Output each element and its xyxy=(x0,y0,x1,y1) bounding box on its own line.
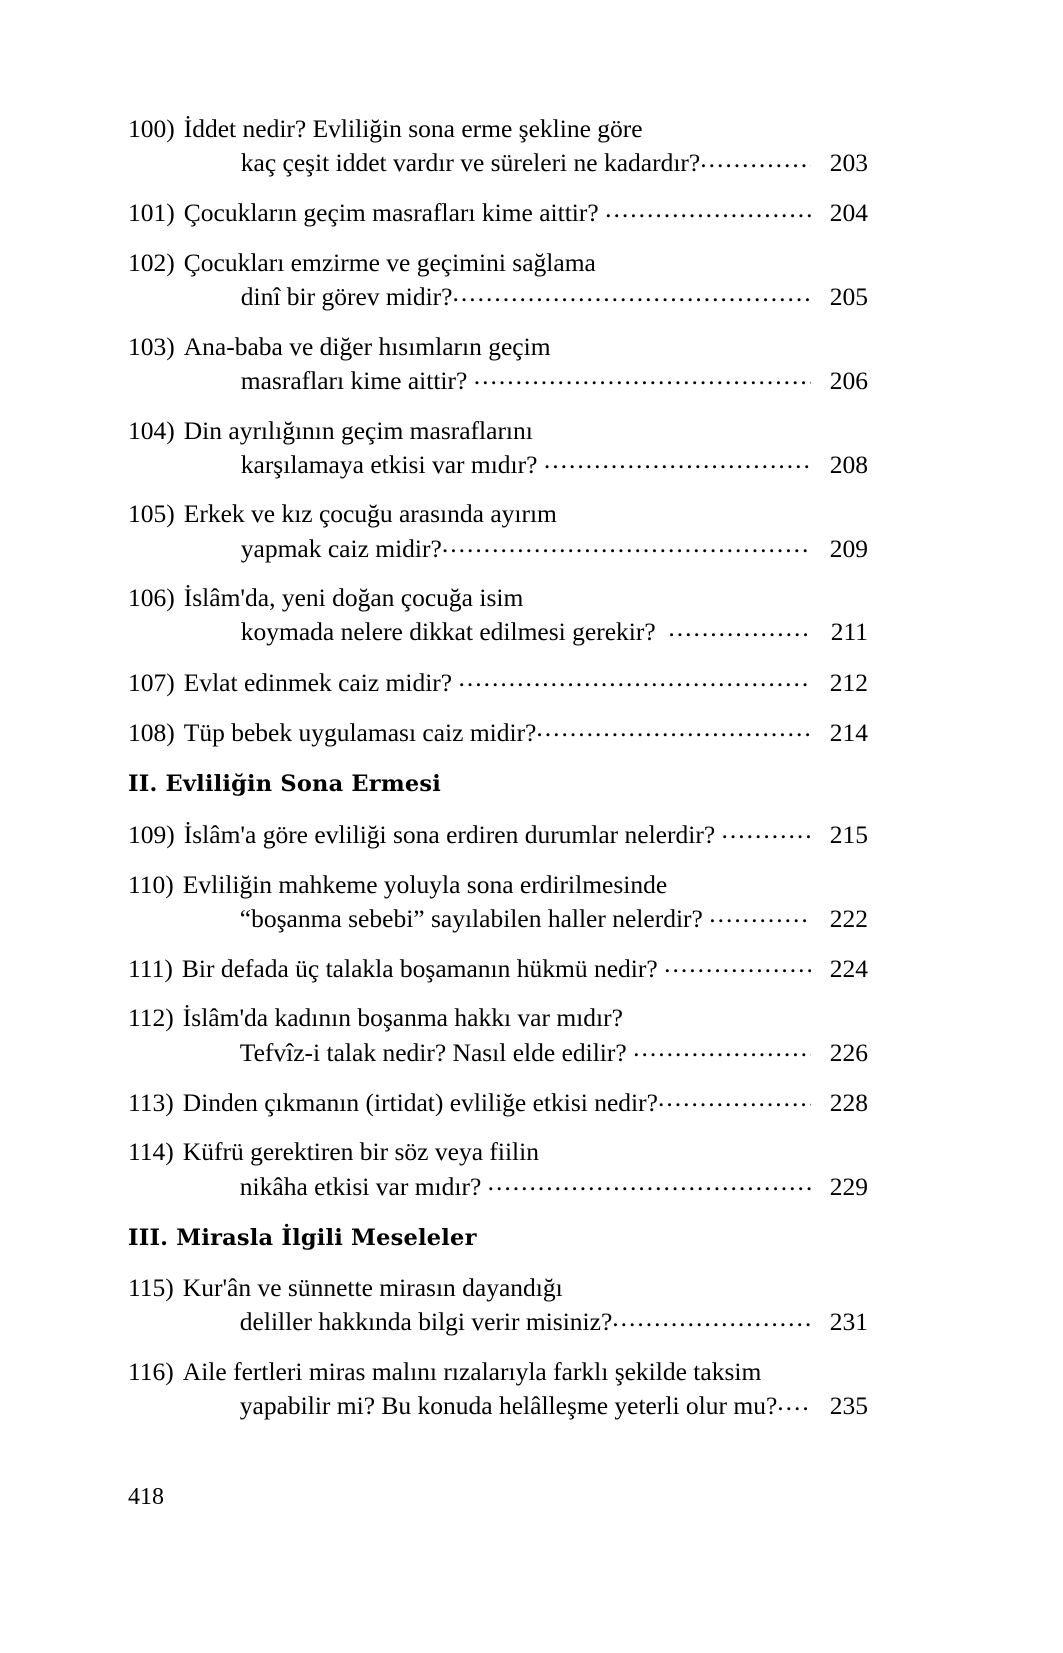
toc-entry-number: 110) xyxy=(128,869,174,899)
toc-page-number: 229 xyxy=(829,1171,868,1201)
toc-entry-number: 111) xyxy=(128,953,173,983)
toc-entry[interactable] xyxy=(128,715,868,749)
toc-entry-title: İslâm'a göre evliliği sona erdiren durumlar nelerdir? xyxy=(183,819,722,849)
toc-entry-cont-line xyxy=(128,1389,868,1423)
toc-dot-leader xyxy=(722,817,811,843)
toc-entry[interactable] xyxy=(128,581,868,649)
toc-page-number: 211 xyxy=(830,617,868,647)
toc-entry-cont-line xyxy=(128,531,868,565)
toc-entry-title: nikâha etkisi var mıdır? xyxy=(239,1171,488,1201)
toc-dot-leader xyxy=(442,531,811,557)
toc-entry-number: 108) xyxy=(128,717,175,747)
toc-entry-title: Evlat edinmek caiz midir? xyxy=(183,667,459,697)
toc-dot-leader xyxy=(658,1085,811,1111)
toc-entry-number: 103) xyxy=(128,331,175,361)
toc-entry-first-line xyxy=(128,1001,868,1035)
toc-list xyxy=(128,112,868,1439)
toc-dot-leader xyxy=(633,1035,811,1061)
toc-page-number: 214 xyxy=(829,717,868,747)
toc-entry[interactable] xyxy=(128,817,868,851)
toc-entry-number: 104) xyxy=(128,415,175,445)
toc-entry-cont-line xyxy=(128,363,868,397)
toc-entry[interactable] xyxy=(128,1085,868,1119)
toc-entry-title: dinî bir görev midir? xyxy=(240,282,453,312)
toc-page-number: 204 xyxy=(829,198,868,228)
toc-entry-number: 116) xyxy=(128,1357,174,1387)
toc-page-number: 224 xyxy=(829,953,868,983)
toc-dot-leader xyxy=(544,447,811,473)
toc-page-number: 206 xyxy=(829,365,868,395)
toc-dot-leader xyxy=(668,615,811,641)
toc-entry[interactable] xyxy=(128,414,868,482)
toc-entry[interactable] xyxy=(128,497,868,565)
toc-entry-cont-line xyxy=(128,146,868,180)
toc-entry-title: Ana-baba ve diğer hısımların geçim xyxy=(183,331,551,361)
toc-page-number: 208 xyxy=(829,449,868,479)
toc-entry-first-line xyxy=(128,414,868,448)
toc-entry-number: 113) xyxy=(128,1087,174,1117)
toc-entry[interactable] xyxy=(128,1355,868,1423)
toc-entry[interactable] xyxy=(128,246,868,314)
toc-entry-first-line xyxy=(128,246,868,280)
toc-entry[interactable] xyxy=(128,951,868,985)
toc-page-number: 231 xyxy=(829,1307,868,1337)
toc-entry-first-line xyxy=(128,1135,868,1169)
toc-entry-number: 106) xyxy=(128,583,175,613)
toc-dot-leader xyxy=(536,715,811,741)
toc-dot-leader xyxy=(458,665,811,691)
toc-entry-title: karşılamaya etkisi var mıdır? xyxy=(240,449,544,479)
toc-dot-leader xyxy=(474,363,811,389)
page-folio-number: 418 xyxy=(128,1484,164,1510)
toc-entry-cont-line xyxy=(128,280,868,314)
toc-entry[interactable] xyxy=(128,1001,868,1069)
toc-entry-first-line xyxy=(128,497,868,531)
toc-entry-first-line xyxy=(128,1355,868,1389)
toc-entry-title: Aile fertleri miras malını rızalarıyla farklı şekilde taksim xyxy=(182,1357,762,1387)
toc-entry[interactable] xyxy=(128,112,868,180)
toc-entry-title: Tüp bebek uygulaması caiz midir? xyxy=(183,717,537,747)
toc-entry[interactable] xyxy=(128,665,868,699)
toc-entry-title: kaç çeşit iddet vardır ve süreleri ne kadardır? xyxy=(240,148,701,178)
toc-entry[interactable] xyxy=(128,330,868,398)
toc-entry-title: Tefvîz-i talak nedir? Nasıl elde edilir? xyxy=(239,1037,634,1067)
toc-entry-title: “boşanma sebebi” sayılabilen haller nelerdir? xyxy=(239,903,710,933)
toc-entry-cont-line xyxy=(128,901,868,935)
toc-entry-title: yapabilir mi? Bu konuda helâlleşme yeterli olur mu? xyxy=(239,1391,778,1421)
toc-entry-title: deliller hakkında bilgi verir misiniz? xyxy=(239,1307,613,1337)
toc-entry-number: 112) xyxy=(128,1003,174,1033)
toc-page-number: 226 xyxy=(829,1037,868,1067)
toc-entry-title: Bir defada üç talakla boşamanın hükmü nedir? xyxy=(181,953,665,983)
toc-entry-first-line xyxy=(128,951,868,985)
toc-entry-number: 102) xyxy=(128,247,175,277)
toc-entry-title: masrafları kime aittir? xyxy=(240,365,474,395)
toc-dot-leader xyxy=(700,146,811,172)
toc-entry-title: Evliliğin mahkeme yoluyla sona erdirilmesinde xyxy=(182,869,668,899)
toc-entry-title: koymada nelere dikkat edilmesi gerekir? xyxy=(240,617,669,647)
toc-entry-title: Kur'ân ve sünnette mirasın dayandığı xyxy=(182,1273,563,1303)
toc-entry-number: 114) xyxy=(128,1137,174,1167)
toc-page-number: 222 xyxy=(829,903,868,933)
toc-entry-first-line xyxy=(128,1085,868,1119)
toc-entry-first-line xyxy=(128,665,868,699)
toc-entry-number: 100) xyxy=(128,114,175,143)
toc-entry[interactable] xyxy=(128,196,868,230)
toc-page-number: 228 xyxy=(829,1087,868,1117)
toc-dot-leader xyxy=(664,951,811,977)
toc-dot-leader xyxy=(453,280,812,306)
toc-entry-title: İslâm'da, yeni doğan çocuğa isim xyxy=(183,583,524,613)
toc-dot-leader xyxy=(777,1389,811,1415)
section-heading: III. Mirasla İlgili Meseleler xyxy=(128,1225,477,1252)
toc-entry[interactable] xyxy=(128,1135,868,1203)
toc-page-number: 209 xyxy=(829,533,868,563)
toc-entry-title: Küfrü gerektiren bir söz veya fiilin xyxy=(182,1137,539,1167)
toc-dot-leader xyxy=(709,901,811,927)
toc-entry-title: yapmak caiz midir? xyxy=(240,533,442,563)
toc-entry[interactable] xyxy=(128,1271,868,1339)
toc-entry-cont-line xyxy=(128,1169,868,1203)
toc-entry-number: 101) xyxy=(128,198,175,228)
toc-entry-cont-line xyxy=(128,1305,868,1339)
toc-entry-number: 115) xyxy=(128,1273,174,1303)
toc-entry-first-line xyxy=(128,196,868,230)
toc-entry-cont-line xyxy=(128,615,868,649)
toc-entry-cont-line xyxy=(128,1035,868,1069)
toc-entry-first-line xyxy=(128,715,868,749)
toc-entry-title: Çocukları emzirme ve geçimini sağlama xyxy=(183,247,596,277)
toc-dot-leader xyxy=(612,1305,811,1331)
toc-page-number: 235 xyxy=(829,1391,868,1421)
toc-entry-title: Erkek ve kız çocuğu arasında ayırım xyxy=(183,499,557,529)
toc-entry-first-line xyxy=(128,112,868,146)
toc-entry-title: Çocukların geçim masrafları kime aittir? xyxy=(183,198,606,228)
toc-page-number: 212 xyxy=(829,667,868,697)
section-heading: II. Evliliğin Sona Ermesi xyxy=(128,771,441,798)
toc-entry-title: İddet nedir? Evliliğin sona erme şekline göre xyxy=(183,114,643,143)
toc-entry-title: İslâm'da kadının boşanma hakkı var mıdır? xyxy=(182,1003,623,1033)
toc-entry-number: 107) xyxy=(128,667,175,697)
toc-entry-first-line xyxy=(128,868,868,902)
toc-entry-cont-line xyxy=(128,447,868,481)
toc-entry-first-line xyxy=(128,1271,868,1305)
toc-entry-title: Din ayrılığının geçim masraflarını xyxy=(183,415,533,445)
toc-entry-number: 109) xyxy=(128,819,175,849)
toc-page-number: 203 xyxy=(829,148,868,178)
toc-page-number: 215 xyxy=(829,819,868,849)
toc-dot-leader xyxy=(605,196,811,222)
toc-entry[interactable] xyxy=(128,868,868,936)
toc-page-number: 205 xyxy=(829,282,868,312)
toc-dot-leader xyxy=(488,1169,811,1195)
toc-entry-first-line xyxy=(128,330,868,364)
toc-entry-title: Dinden çıkmanın (irtidat) evliliğe etkisi nedir? xyxy=(182,1087,658,1117)
toc-entry-number: 105) xyxy=(128,499,175,529)
toc-entry-first-line xyxy=(128,817,868,851)
toc-entry-first-line xyxy=(128,581,868,615)
